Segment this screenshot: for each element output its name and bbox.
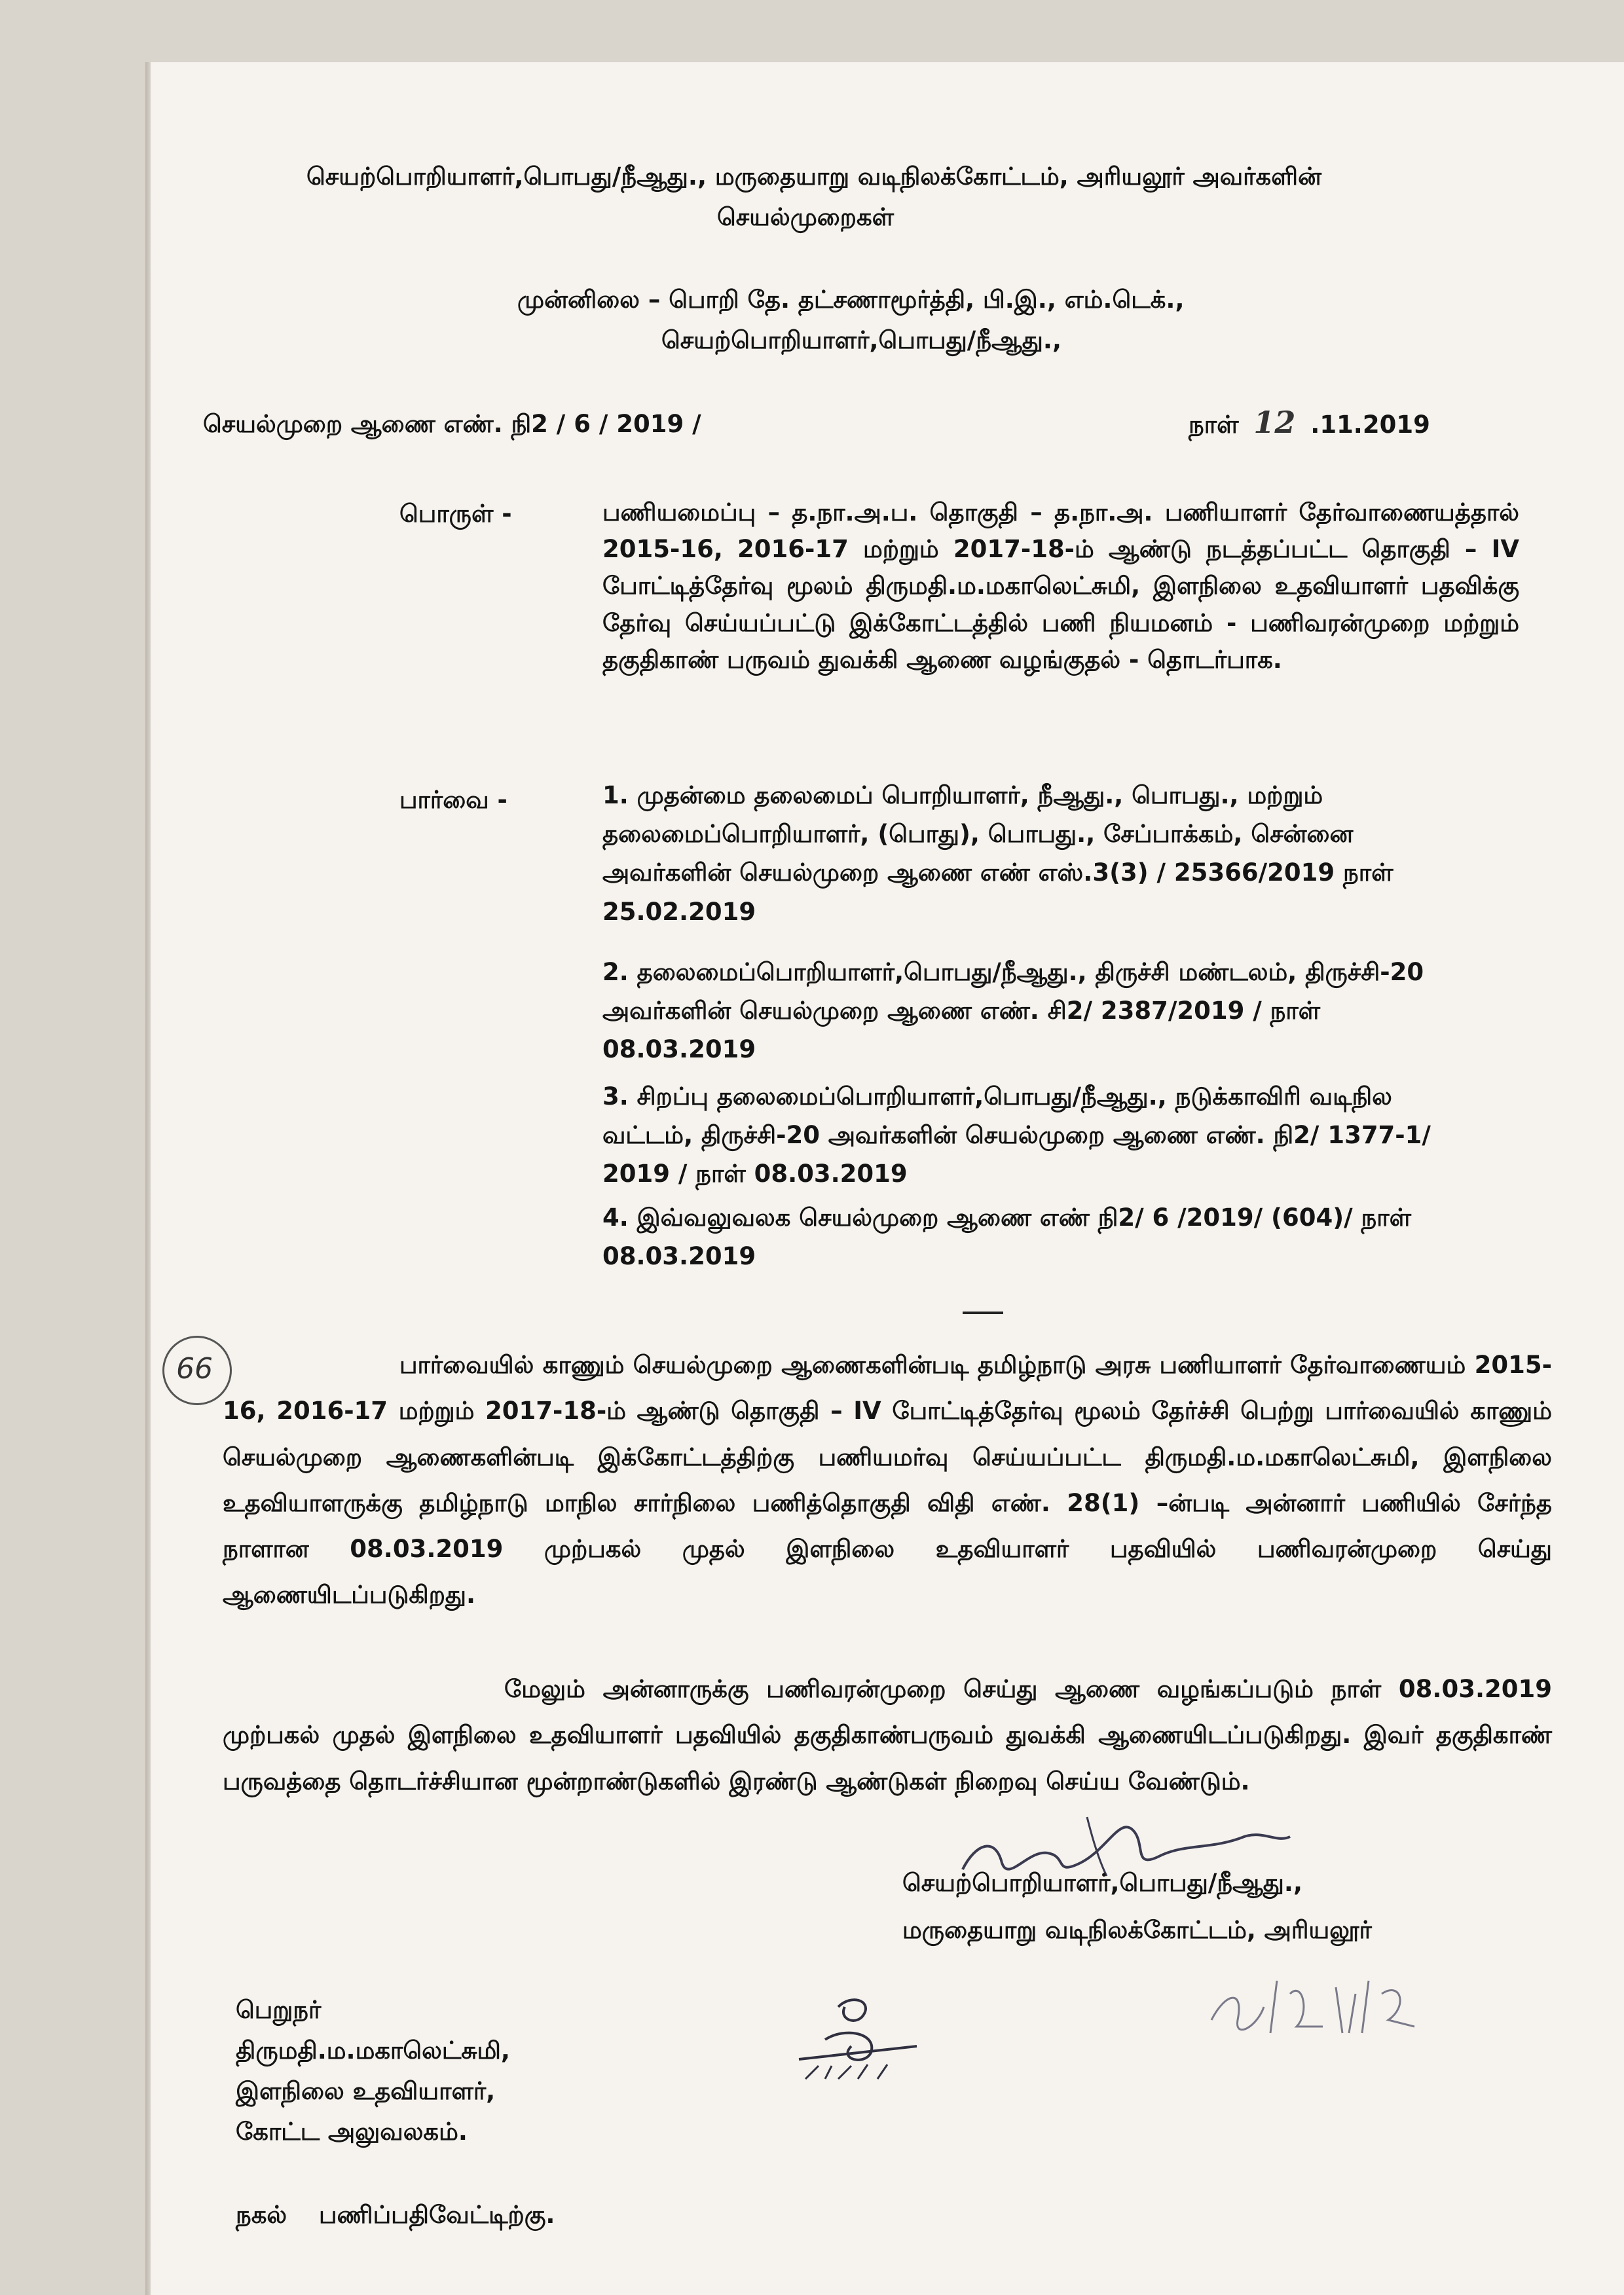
body-paragraph-1 [223,1342,1552,1619]
reference-item-2: 2. தலைமைப்பொறியாளர்,பொபது/நீஆது., திருச்சி மண்டலம், திருச்சி-20 அவர்களின் செயல்முறை ஆணை எண். சி2/ 2387/2019 / நாள் 08.03.2019 [602,958,1424,1064]
recipient-label: பெறுநர் [236,1996,322,2024]
order-date-rest: .11.2019 [1310,411,1430,439]
order-date-day: 12 [1253,405,1296,440]
margin-stamp [162,1336,232,1405]
order-date-label: நாள் [1189,411,1239,439]
signatory-line-2: மருதையாறு வடிநிலக்கோட்டம், அரியலூர் [902,1916,1372,1944]
margin-stamp-number: 66 [176,1352,213,1386]
presence-line-1: முன்னிலை – பொறி தே. தட்சணாமூர்த்தி, பி.இ., எம்.டெக்., [517,285,1185,314]
order-number: செயல்முறை ஆணை எண். நி2 / 6 / 2019 / [203,410,701,438]
handwritten-initials [1198,1955,1454,2053]
body-paragraph-2 [223,1666,1552,1805]
clerk-initials [779,1981,936,2092]
copy-text: பணிப்பதிவேட்டிற்கு. [319,2201,555,2229]
separator-dash [963,1312,1003,1314]
reference-item-4: 4. இவ்வலுவலக செயல்முறை ஆணை எண் நி2/ 6 /2019/ (604)/ நாள் 08.03.2019 [602,1203,1411,1271]
recipient-line-2: இளநிலை உதவியாளர், [236,2077,496,2105]
header-line-1: செயற்பொறியாளர்,பொபது/நீஆது., மருதையாறு வடிநிலக்கோட்டம், அரியலூர் அவர்களின் [306,162,1321,191]
recipient-line-1: திருமதி.ம.மகாலெட்சுமி, [236,2036,510,2065]
signatory-line-1: செயற்பொறியாளர்,பொபது/நீஆது., [902,1869,1303,1897]
presence-line-2: செயற்பொறியாளர்,பொபது/நீஆது., [661,326,1062,354]
subject-text: பணியமைப்பு – த.நா.அ.ப. தொகுதி – த.நா.அ. பணியாளர் தேர்வாணையத்தால் 2015-16, 2016-17 மற்றும் 2017-18-ம் ஆண்டு நடத்தப்பட்ட தொகுதி – IV போட்டித்தேர்வு மூலம் திருமதி.ம.மகாலெட்சுமி, இளநிலை உதவியாளர் பதவிக்கு தேர்வு செய்யப்பட்டு இக்கோட்டத்தில் பணி நியமனம் - பணிவரன்முறை மற்றும் தகுதிகாண் பருவம் துவக்கி ஆணை வழங்குதல் - தொடர்பாக. [602,498,1519,674]
order-date [1189,404,1430,442]
recipient-line-3: கோட்ட அலுவலகம். [236,2118,468,2146]
reference-item-1: 1. முதன்மை தலைமைப் பொறியாளர், நீஆது., பொபது., மற்றும் தலைமைப்பொறியாளர், (பொது), பொபது., சேப்பாக்கம், சென்னை அவர்களின் செயல்முறை ஆணை எண் எஸ்.3(3) / 25366/2019 நாள் 25.02.2019 [602,781,1393,926]
header-line-2: செயல்முறைகள் [716,203,895,231]
reference-item-3: 3. சிறப்பு தலைமைப்பொறியாளர்,பொபது/நீஆது., நடுக்காவிரி வடிநில வட்டம், திருச்சி-20 அவர்களின் செயல்முறை ஆணை எண். நி2/ 1377-1/ 2019 / நாள் 08.03.2019 [602,1082,1431,1188]
references-label: பார்வை - [399,786,507,814]
copy-label: நகல் [236,2201,287,2229]
copy-line [236,2200,555,2230]
subject-label: பொருள் - [399,500,512,528]
document-page [151,62,1624,2295]
body-paragraph-1-text: பார்வையில் காணும் செயல்முறை ஆணைகளின்படி தமிழ்நாடு அரசு பணியாளர் தேர்வாணையம் 2015-16, 2016-17 மற்றும் 2017-18-ம் ஆண்டு தொகுதி – IV போட்டித்தேர்வு மூலம் தேர்ச்சி பெற்று பார்வையில் காணும் செயல்முறை ஆணைகளின்படி இக்கோட்டத்திற்கு பணியமர்வு செய்யப்பட்ட திருமதி.ம.மகாலெட்சுமி, இளநிலை உதவியாளருக்கு தமிழ்நாடு மாநில சார்நிலை பணித்தொகுதி விதி எண். 28(1) –ன்படி அன்னார் பணியில் சேர்ந்த நாளான 08.03.2019 முற்பகல் முதல் இளநிலை உதவியாளர் பதவியில் பணிவரன்முறை செய்து ஆணையிடப்படுகிறது. [223,1351,1552,1609]
body-paragraph-2-text: மேலும் அன்னாருக்கு பணிவரன்முறை செய்து ஆணை வழங்கப்படும் நாள் 08.03.2019 முற்பகல் முதல் இளநிலை உதவியாளர் பதவியில் தகுதிகாண்பருவம் துவக்கி ஆணையிடப்படுகிறது. இவர் தகுதிகாண் பருவத்தை தொடர்ச்சியான மூன்றாண்டுகளில் இரண்டு ஆண்டுகள் நிறைவு செய்ய வேண்டும். [223,1675,1552,1795]
